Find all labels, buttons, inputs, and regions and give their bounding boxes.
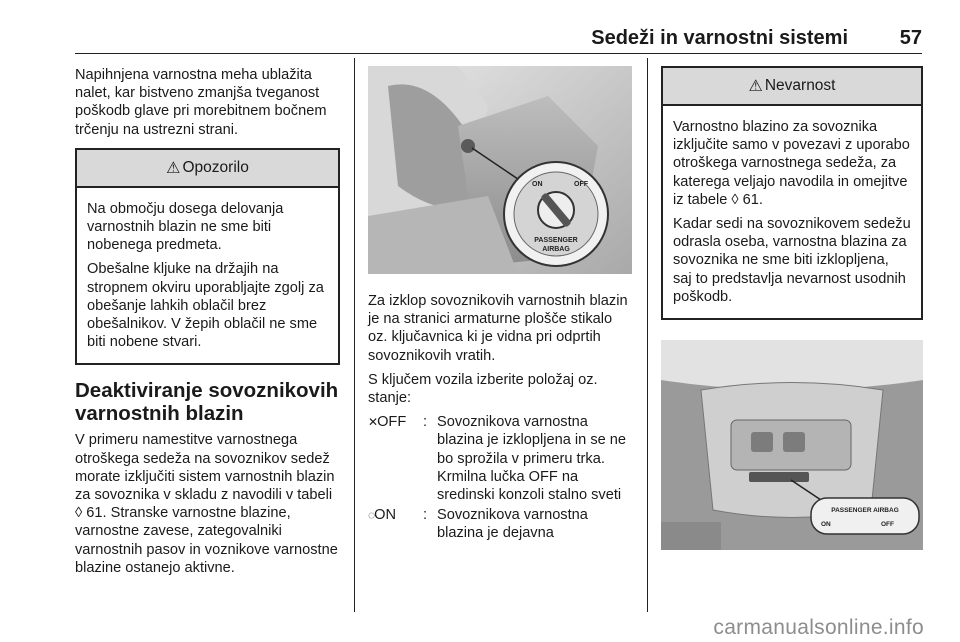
column-divider-1: [354, 58, 355, 612]
danger-triangle-icon: ⚠: [748, 78, 763, 95]
column-divider-2: [647, 58, 648, 612]
section-title: Sedeži in varnostni sistemi: [591, 27, 848, 49]
danger-box: [661, 66, 923, 320]
column-left: [75, 66, 340, 577]
airbag-key-switch-photo: [368, 66, 632, 274]
airbag-on-symbol-icon: ◌: [368, 508, 375, 523]
indicator-on-label: ON: [821, 521, 831, 529]
dial-off-label: OFF: [574, 181, 588, 188]
off-state-term: OFF: [377, 414, 407, 431]
danger-paragraph-1: Varnostno blazino za sovoznika izključite samo v povezavi z uporabo otroškega varnostnega sedeža, za katerega veljajo navodila in omejitve iz tabele ◊ 61.: [673, 119, 910, 208]
header-rule: [75, 53, 922, 54]
warning-paragraph-1: Na območju dosega delovanja varnostnih blazin ne sme biti nobenega predmeta.: [87, 200, 284, 254]
dial-label-bottom: AIRBAG: [542, 246, 570, 253]
intro-paragraph: Napihnjena varnostna meha ublažita nalet, kar bistveno zmanjša tveganost poškodb glave pri morebitnem bočnem trčenju na ustrezni strani.: [75, 67, 327, 138]
warning-paragraph-2: Obešalne kljuke na držajih na stropnem okviru uporabljajte zgolj za obešanje lahkih oblačil brez obešalnikov. V žepih oblačil ne sme biti nobene stvari.: [87, 261, 324, 351]
danger-box-body: [663, 106, 921, 318]
off-state-separator: :: [423, 414, 428, 431]
danger-title: Nevarnost: [764, 77, 836, 94]
section-heading: Deaktiviranje sovoznikovih varnostnih blazin: [75, 379, 339, 426]
switch-state-list: [368, 413, 633, 542]
column-right: [661, 66, 923, 550]
dial-on-label: ON: [532, 181, 543, 188]
select-state-paragraph: S ključem vozila izberite položaj oz. stanje:: [368, 371, 598, 407]
warning-box-header: [77, 150, 338, 188]
dial-label-top: PASSENGER: [534, 237, 578, 244]
key-switch-paragraph: Za izklop sovoznikovih varnostnih blazin je na stranici armaturne plošče stikalo oz. ključavnica ki je vidna pri odprtih sovoznikovih vratih.: [368, 293, 628, 364]
indicator-off-label: OFF: [881, 521, 894, 529]
overhead-console-illustration: [661, 340, 923, 550]
warning-box-body: [77, 188, 338, 364]
page-header: [0, 0, 960, 56]
warning-triangle-icon: ⚠: [166, 159, 181, 177]
warning-title: Opozorilo: [182, 158, 249, 176]
on-state-description: Sovoznikova varnostna blazina je dejavna: [437, 507, 588, 542]
column-middle: [368, 66, 633, 545]
on-state-row: [368, 506, 633, 542]
key-switch-illustration: [368, 66, 632, 274]
on-state-term: ON: [374, 507, 397, 524]
overhead-indicator-photo: [661, 340, 923, 550]
deactivation-paragraph: V primeru namestitve varnostnega otroškega sedeža na sovoznikov sedež morate izključiti sistem varnostnih blazin za sovoznika v skladu z navodili v tabeli ◊ 61. Stranske varnostne blazine, varnostne zavese, zategovalniki varnostnih pasov in voznikove varnostne blazine ostanejo aktivne.: [75, 432, 338, 576]
danger-paragraph-2: Kadar sedi na sovoznikovem sedežu odrasla oseba, varnostna blazina za sovoznika ne sme biti izklopljena, saj to predstavlja nevarnost usodnih poškodb.: [673, 216, 911, 305]
off-state-row: [368, 413, 633, 504]
off-state-description: Sovoznikova varnostna blazina je izklopljena in se ne bo sprožila v primeru trka. Krmilna lučka OFF na sredinski konzoli stalno sveti: [437, 414, 627, 504]
indicator-label: PASSENGER AIRBAG: [831, 507, 899, 515]
on-state-separator: :: [423, 507, 428, 524]
airbag-off-symbol-icon: ✕: [368, 415, 378, 430]
watermark-text: carmanualsonline.info: [713, 616, 924, 639]
page-number: 57: [899, 27, 922, 49]
warning-box: [75, 148, 340, 366]
danger-box-header: [663, 68, 921, 106]
